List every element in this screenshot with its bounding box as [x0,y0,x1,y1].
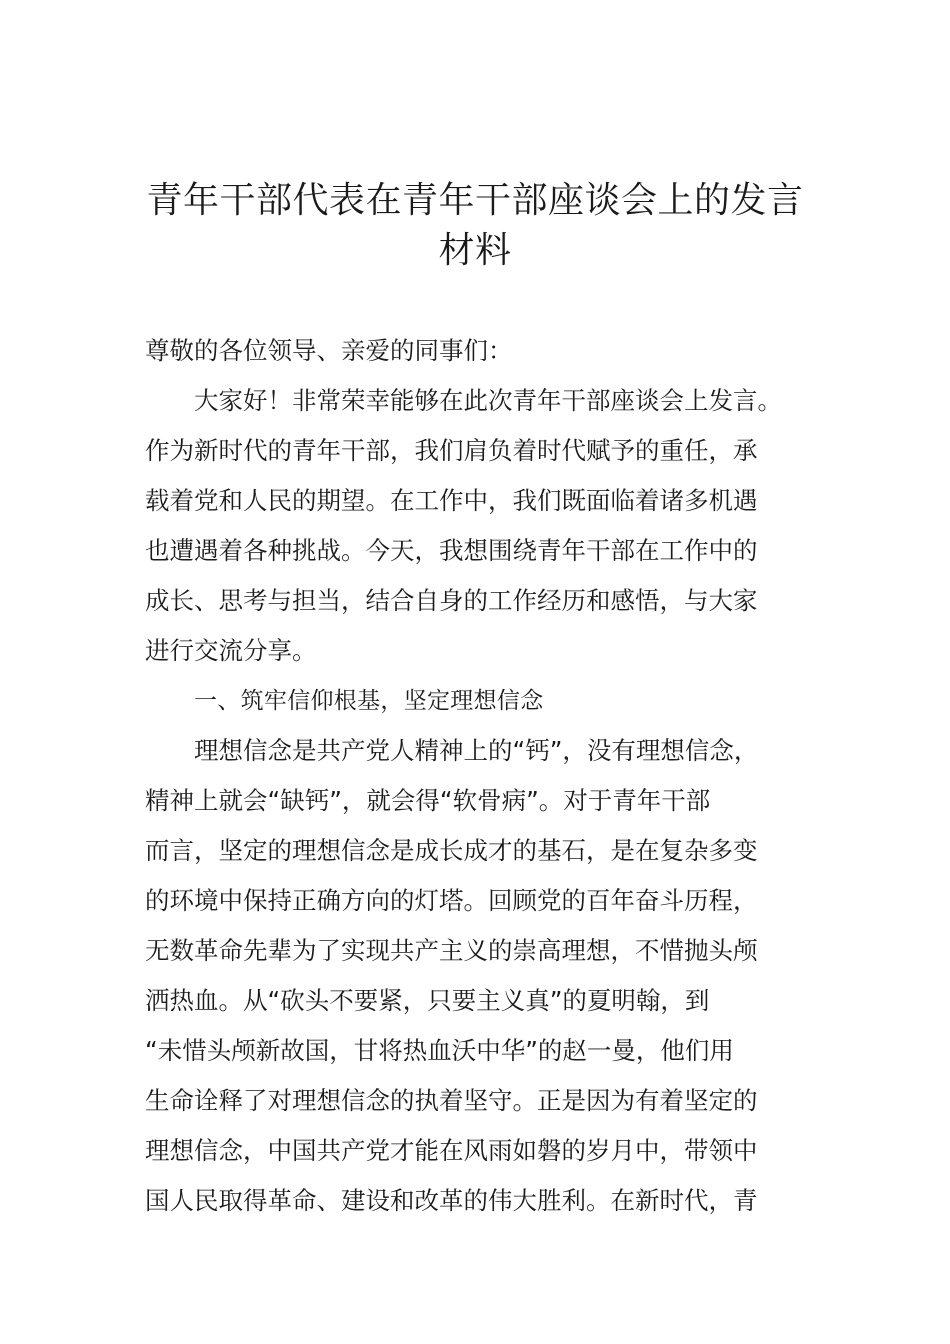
title-line-1: 青年干部代表在青年干部座谈会上的发言 [146,180,804,221]
paragraph-line: “未惜头颅新故国，甘将热血沃中华”的赵一曼，他们用 [145,1036,734,1065]
paragraph-line: 理想信念，中国共产党才能在风雨如磐的岁月中，带领中 [145,1136,758,1165]
section-heading: 一、筑牢信仰根基，坚定理想信念 [194,688,544,714]
paragraph-line: 精神上就会“缺钙”，就会得“软骨病”。对于青年干部 [145,786,711,815]
paragraph-line: 进行交流分享。 [145,636,317,665]
paragraph-line: 生命诠释了对理想信念的执着坚守。正是因为有着坚定的 [145,1086,758,1115]
paragraph-line: 而言，坚定的理想信念是成长成才的基石，是在复杂多变 [145,836,758,865]
paragraph-line: 作为新时代的青年干部，我们肩负着时代赋予的重任，承 [145,436,758,465]
paragraph-line: 大家好！非常荣幸能够在此次青年干部座谈会上发言。 [194,386,782,415]
document-body [145,326,845,1226]
title-line-2: 材料 [438,230,512,271]
paragraph-line: 也遭遇着各种挑战。今天，我想围绕青年干部在工作中的 [145,536,758,565]
paragraph-line: 载着党和人民的期望。在工作中，我们既面临着诸多机遇 [145,486,758,515]
salutation: 尊敬的各位领导、亲爱的同事们： [145,336,513,365]
paragraph-line: 无数革命先辈为了实现共产主义的崇高理想，不惜抛头颅 [145,936,758,965]
paragraph-line: 的环境中保持正确方向的灯塔。回顾党的百年奋斗历程， [145,886,758,915]
paragraph-line: 洒热血。从“砍头不要紧，只要主义真”的夏明翰，到 [145,986,710,1015]
paragraph-line: 国人民取得革命、建设和改革的伟大胜利。在新时代，青 [145,1186,758,1215]
paragraph-line: 成长、思考与担当，结合自身的工作经历和感悟，与大家 [145,586,758,615]
paragraph-line: 理想信念是共产党人精神上的“钙”，没有理想信念， [194,736,759,765]
document-title [120,176,830,276]
